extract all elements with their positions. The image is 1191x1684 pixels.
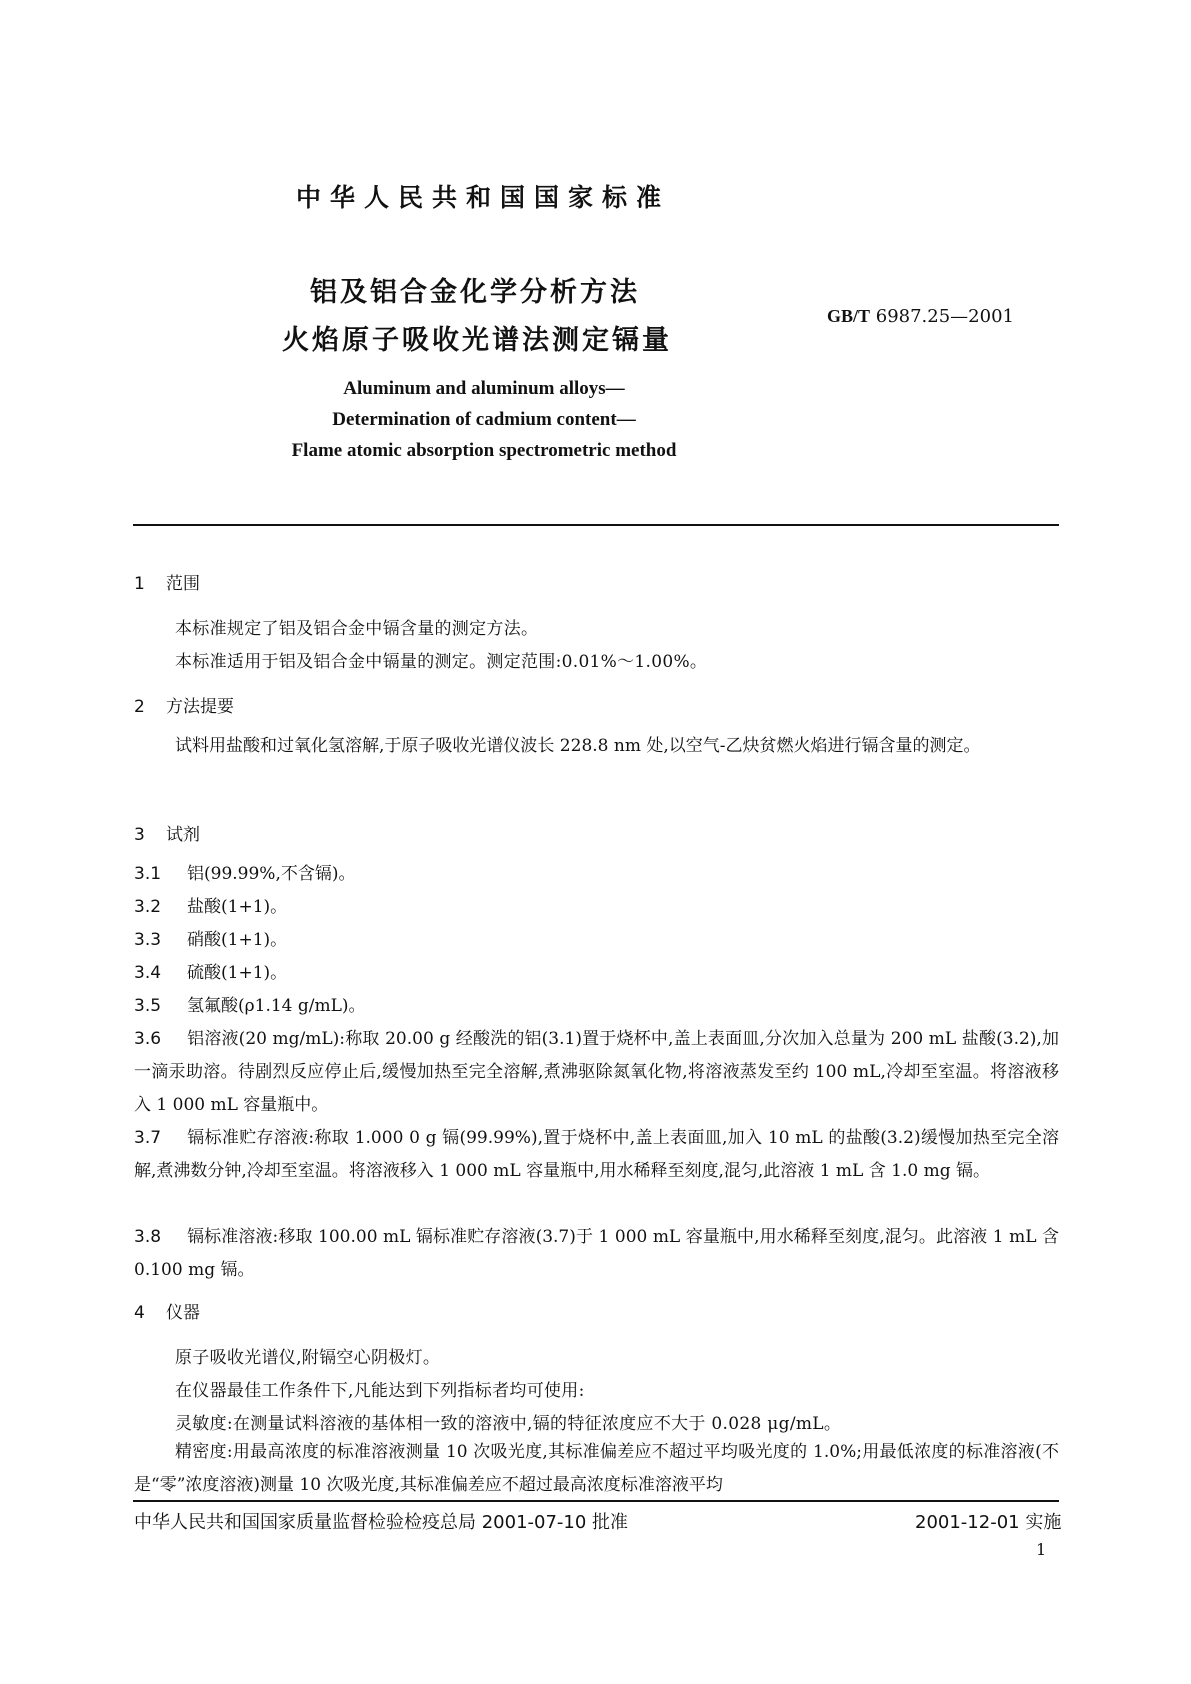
section-1-para-1: 本标准规定了铝及铝合金中镉含量的测定方法。	[175, 619, 539, 639]
reagent-item	[134, 1023, 1059, 1122]
section-4-para-2: 在仪器最佳工作条件下,凡能达到下列指标者均可使用:	[175, 1381, 585, 1401]
section-2-heading	[134, 692, 234, 717]
national-standard-header: 中华人民共和国国家标准	[296, 183, 671, 212]
item-number: 3.5	[134, 996, 162, 1016]
item-text: 铝溶液(20 mg/mL):称取 20.00 g 经酸洗的铝(3.1)置于烧杯中,盖上表面皿,分次加入总量为 200 mL 盐酸(3.2),加一滴汞助溶。待剧烈反应停止后,缓慢加热至完全溶解,煮沸驱除氮氧化物,将溶液蒸发至约 100 mL,冷却至室温。将溶液移入 1 000 mL 容量瓶中。	[134, 1029, 1059, 1115]
section-title: 范围	[166, 574, 200, 594]
item-number: 3.2	[134, 897, 162, 917]
section-number: 3	[134, 825, 145, 845]
item-number: 3.3	[134, 930, 162, 950]
section-1-heading	[134, 569, 200, 594]
section-number: 2	[134, 697, 145, 717]
item-text: 硫酸(1+1)。	[187, 963, 288, 983]
standard-prefix: GB/T	[827, 306, 871, 326]
item-text: 盐酸(1+1)。	[187, 897, 288, 917]
implementation-date: 2001-12-01 实施	[915, 1512, 1062, 1533]
item-text: 镉标准贮存溶液:称取 1.000 0 g 镉(99.99%),置于烧杯中,盖上表面皿,加入 10 mL 的盐酸(3.2)缓慢加热至完全溶解,煮沸数分钟,冷却至室温。将溶液移入 1 000 mL 容量瓶中,用水稀释至刻度,混匀,此溶液 1 mL 含 1.0 mg 镉。	[134, 1128, 1059, 1181]
item-text: 镉标准溶液:移取 100.00 mL 镉标准贮存溶液(3.7)于 1 000 mL 容量瓶中,用水稀释至刻度,混匀。此溶液 1 mL 含 0.100 mg 镉。	[134, 1227, 1059, 1280]
item-number: 3.4	[134, 963, 162, 983]
reagent-item	[134, 990, 1059, 1023]
title-line-1: 铝及铝合金化学分析方法	[310, 277, 640, 308]
section-title: 试剂	[166, 825, 200, 845]
standard-code: 6987.25—2001	[875, 306, 1014, 327]
item-text: 氢氟酸(ρ1.14 g/mL)。	[187, 996, 366, 1016]
reagent-item	[134, 957, 1059, 990]
section-title: 仪器	[166, 1303, 200, 1323]
header-rule	[133, 524, 1059, 526]
item-number: 3.7	[134, 1128, 162, 1148]
section-3-heading	[134, 820, 200, 845]
section-4-para-4: 精密度:用最高浓度的标准溶液测量 10 次吸光度,其标准偏差应不超过平均吸光度的 1.0%;用最低浓度的标准溶液(不是“零”浓度溶液)测量 10 次吸光度,其标准偏差应不超过最高浓度标准溶液平均	[134, 1442, 1059, 1495]
section-4-para-3: 灵敏度:在测量试料溶液的基体相一致的溶液中,镉的特征浓度应不大于 0.028 μg/mL。	[175, 1414, 842, 1434]
reagent-item	[134, 858, 1059, 891]
item-number: 3.6	[134, 1029, 162, 1049]
reagent-item	[134, 891, 1059, 924]
item-text: 硝酸(1+1)。	[187, 930, 288, 950]
section-title: 方法提要	[166, 697, 234, 717]
reagent-item	[134, 1122, 1059, 1188]
english-title-line-3: Flame atomic absorption spectrometric method	[291, 440, 677, 461]
reagent-item	[134, 1221, 1059, 1287]
english-title-line-2: Determination of cadmium content—	[332, 409, 636, 430]
title-line-2: 火焰原子吸收光谱法测定镉量	[282, 325, 672, 356]
item-text: 铝(99.99%,不含镉)。	[187, 864, 356, 884]
section-number: 4	[134, 1303, 145, 1323]
reagent-item	[134, 924, 1059, 957]
approval-statement: 中华人民共和国国家质量监督检验检疫总局 2001-07-10 批准	[134, 1512, 629, 1533]
footer-rule	[133, 1500, 1059, 1502]
section-4-heading	[134, 1298, 200, 1323]
item-number: 3.8	[134, 1227, 162, 1247]
english-title-line-1: Aluminum and aluminum alloys—	[343, 378, 625, 399]
section-2-para-1: 试料用盐酸和过氧化氢溶解,于原子吸收光谱仪波长 228.8 nm 处,以空气-乙炔贫燃火焰进行镉含量的测定。	[175, 736, 981, 756]
section-number: 1	[134, 574, 145, 594]
item-number: 3.1	[134, 864, 162, 884]
section-4-para-1: 原子吸收光谱仪,附镉空心阴极灯。	[175, 1348, 441, 1368]
section-1-para-2: 本标准适用于铝及铝合金中镉量的测定。测定范围:0.01%～1.00%。	[175, 652, 708, 672]
standard-number	[827, 306, 1014, 327]
page-number: 1	[1036, 1540, 1047, 1559]
